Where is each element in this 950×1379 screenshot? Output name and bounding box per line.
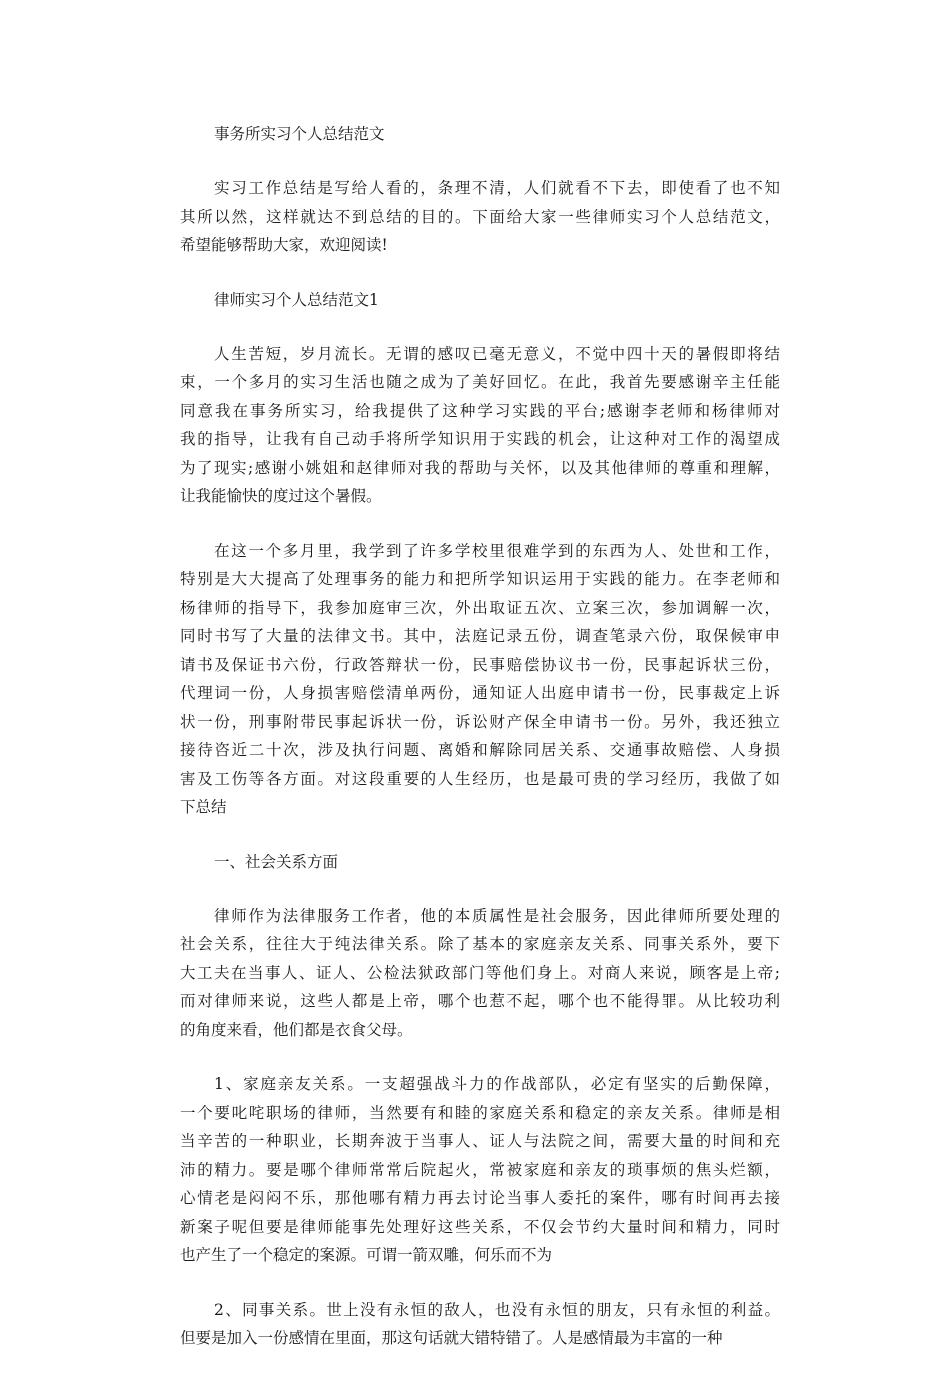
text-line: 而对律师来说，这些人都是上帝，哪个也惹不起，哪个也不能得罪。从比较功利: [180, 992, 780, 1010]
document-body: [180, 120, 780, 1379]
text-line: 同意我在事务所实习，给我提供了这种学习实践的平台;感谢李老师和杨律师对: [180, 401, 780, 420]
paragraph-experience: [180, 537, 780, 822]
text-line: 我的指导，让我有自己动手将所学知识用于实践的机会，让这种对工作的渴望成: [180, 430, 780, 448]
text-line: 害及工伤等各方面。对这段重要的人生经历，也是最可贵的学习经历，我做了如: [180, 769, 780, 788]
intro-paragraph: [180, 174, 780, 260]
text-line: 在这一个多月里，我学到了许多学校里很难学到的东西为人、处世和工作，: [214, 541, 780, 560]
text-line: 让我能愉快的度过这个暑假。: [180, 487, 382, 505]
text-line: 代理词一份，人身损害赔偿清单两份，通知证人出庭申请书一份，民事裁定上诉: [180, 684, 780, 702]
text-line: 的角度来看，他们都是衣食父母。: [180, 1020, 413, 1039]
text-line: 当辛苦的一种职业，长期奔波于当事人、证人与法院之间，需要大量的时间和充: [180, 1132, 780, 1150]
text-line: 状一份，刑事附带民事起诉状一份，诉讼财产保全申请书一份。另外，我还独立: [180, 712, 780, 731]
paragraph-social-relations: [180, 902, 780, 1045]
text-line: 其所以然，这样就达不到总结的目的。下面给大家一些律师实习个人总结范文，: [180, 207, 780, 226]
paragraph-gratitude: [180, 340, 780, 511]
text-line: 心情老是闷闷不乐，那他哪有精力再去讨论当事人委托的案件，哪有时间再去接: [180, 1189, 780, 1207]
document-title: 事务所实习个人总结范文: [214, 125, 385, 143]
text-line: 沛的精力。要是哪个律师常常后院起火，常被家庭和亲友的琐事烦的焦头烂额，: [180, 1160, 780, 1179]
text-line: 人生苦短，岁月流长。无谓的感叹已毫无意义，不觉中四十天的暑假即将结: [214, 344, 780, 363]
text-line: 社会关系，往往大于纯法律关系。除了基本的家庭亲友关系、同事关系外，要下: [180, 935, 780, 953]
text-line: 杨律师的指导下，我参加庭审三次，外出取证五次、立案三次，参加调解一次，: [180, 598, 780, 617]
section-title: 律师实习个人总结范文1: [214, 290, 379, 309]
text-line: 一个要叱咤职场的律师，当然要有和睦的家庭关系和稳定的亲友关系。律师是相: [180, 1103, 780, 1122]
text-line: 新案子呢但要是律师能事先处理好这些关系，不仅会节约大量时间和精力，同时: [180, 1217, 780, 1236]
text-line: 束，一个多月的实习生活也随之成为了美好回忆。在此，我首先要感谢辛主任能: [180, 373, 780, 391]
text-line: 也产生了一个稳定的案源。可谓一箭双雕，何乐而不为: [180, 1246, 553, 1264]
text-line: 2、同事关系。世上没有永恒的敌人，也没有永恒的朋友，只有永恒的利益。: [214, 1300, 780, 1319]
text-line: 接待咨近二十次，涉及执行问题、离婚和解除同居关系、交通事故赔偿、人身损: [180, 741, 780, 759]
text-line: 请书及保证书六份，行政答辩状一份，民事赔偿协议书一份，民事起诉状三份，: [180, 655, 780, 674]
text-line: 特别是大大提高了处理事务的能力和把所学知识运用于实践的能力。在李老师和: [180, 570, 780, 588]
text-line: 1、家庭亲友关系。一支超强战斗力的作战部队，必定有坚实的后勤保障，: [214, 1075, 780, 1093]
heading-social-relations: 一、社会关系方面: [214, 852, 339, 871]
text-line: 希望能够帮助大家，欢迎阅读!: [180, 236, 388, 254]
text-line: 同时书写了大量的法律文书。其中，法庭记录五份，调查笔录六份，取保候审申: [180, 627, 780, 645]
text-line: 实习工作总结是写给人看的，条理不清，人们就看不下去，即使看了也不知: [214, 179, 780, 197]
text-line: 但要是加入一份感情在里面，那这句话就大错特错了。人是感情最为丰富的一种: [180, 1329, 723, 1347]
text-line: 下总结: [180, 798, 227, 816]
text-line: 为了现实;感谢小姚姐和赵律师对我的帮助与关怀，以及其他律师的尊重和理解，: [180, 458, 780, 477]
paragraph-family-relations: [180, 1070, 780, 1270]
text-line: 律师作为法律服务工作者，他的本质属性是社会服务，因此律师所要处理的: [214, 906, 780, 925]
text-line: 大工夫在当事人、证人、公检法狱政部门等他们身上。对商人来说，顾客是上帝;: [180, 963, 780, 982]
